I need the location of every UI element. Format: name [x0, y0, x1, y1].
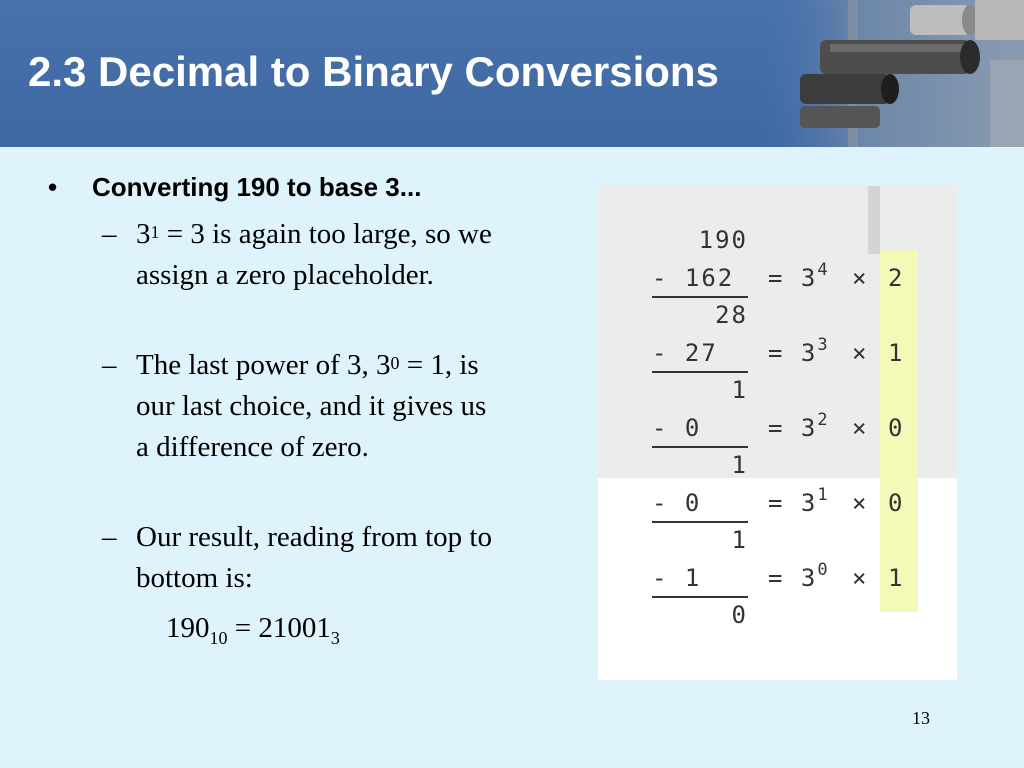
- remainder: 1: [731, 526, 748, 554]
- digit: 1: [888, 564, 905, 592]
- dash: –: [102, 349, 117, 381]
- remainder: 1: [731, 451, 748, 479]
- remainder: 28: [715, 301, 748, 329]
- pipes-photo-icon: [760, 0, 1024, 147]
- worksheet-ridge: [868, 186, 880, 254]
- subtraction-rule: [652, 296, 748, 298]
- sub-bullet-text: The last power of 3, $3^0 = 1$, is our last choice, and it gives us a difference of zero.: [136, 349, 487, 463]
- digit: 0: [888, 489, 905, 517]
- page-number: 13: [912, 708, 930, 728]
- power-term: = $3^0$: [768, 560, 830, 592]
- start-value: 190: [698, 226, 748, 254]
- subtraction-rule: [652, 596, 748, 598]
- subtraction-rule: [652, 521, 748, 523]
- power-term: = $3^4$: [768, 260, 830, 292]
- times-sign: ×: [852, 339, 869, 367]
- power-term: = $3^3$: [768, 335, 830, 367]
- subtrahend: - 0: [652, 414, 702, 442]
- slide-title: 2.3 Decimal to Binary Conversions: [28, 48, 719, 95]
- slide-header: [0, 0, 1024, 147]
- times-sign: ×: [852, 264, 869, 292]
- sub-bullet-text: $3^1 = 3$ is again too large, so we assign a zero placeholder.: [136, 218, 492, 291]
- digit: 2: [888, 264, 905, 292]
- digit: 1: [888, 339, 905, 367]
- remainder: 1: [731, 376, 748, 404]
- subtrahend: - 162: [652, 264, 735, 292]
- subtrahend: - 1: [652, 564, 702, 592]
- power-term: = $3^2$: [768, 410, 830, 442]
- conversion-result: $190_{10} = 21001_3$: [166, 612, 340, 648]
- dash: –: [102, 218, 117, 250]
- times-sign: ×: [852, 414, 869, 442]
- times-sign: ×: [852, 564, 869, 592]
- power-term: = $3^1$: [768, 485, 830, 517]
- subtrahend: - 27: [652, 339, 718, 367]
- bullet-text: Converting 190 to base 3...: [92, 172, 422, 202]
- digit: 0: [888, 414, 905, 442]
- bullet-dot: •: [48, 172, 58, 202]
- subtrahend: - 0: [652, 489, 702, 517]
- remainder: 0: [731, 601, 748, 629]
- dash: –: [102, 521, 117, 553]
- times-sign: ×: [852, 489, 869, 517]
- subtraction-rule: [652, 371, 748, 373]
- sub-bullet-text: Our result, reading from top to bottom is:: [136, 521, 492, 594]
- subtraction-rule: [652, 446, 748, 448]
